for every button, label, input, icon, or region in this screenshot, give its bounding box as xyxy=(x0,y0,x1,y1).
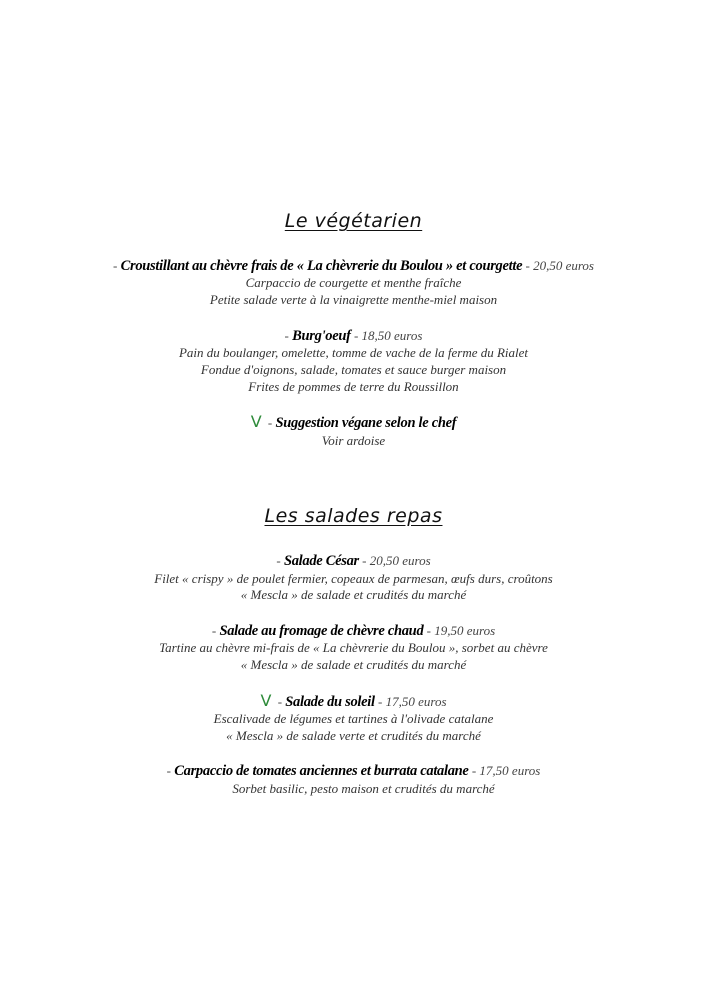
dish-description: Filet « crispy » de poulet fermier, copeaux de parmesan, œufs durs, croûtons xyxy=(154,571,553,586)
dish-price: 20,50 euros xyxy=(369,553,431,568)
dish-name: Salade César xyxy=(283,553,359,569)
separator: - xyxy=(468,763,480,778)
menu-item-burgoeuf xyxy=(0,327,707,345)
menu-item-carpaccio-tomates xyxy=(0,762,707,780)
dish-description: « Mescla » de salade et crudités du marché xyxy=(240,587,467,602)
menu-item-croustillant xyxy=(0,257,707,275)
dish-description: Carpaccio de courgette et menthe fraîche xyxy=(245,275,462,290)
dash: - xyxy=(276,553,284,568)
dish-description: Escalivade de légumes et tartines à l'olivade catalane xyxy=(213,711,494,726)
dish-description: Sorbet basilic, pesto maison et crudités du marché xyxy=(232,781,495,796)
section-title-salades: Les salades repas xyxy=(264,505,443,527)
vegan-icon: V xyxy=(250,412,262,431)
dish-name: Burg'oeuf xyxy=(292,328,351,344)
menu-item-salade-soleil xyxy=(0,692,707,711)
dash: - xyxy=(274,694,286,709)
menu-item-salade-chevre xyxy=(0,622,707,640)
dish-price: 20,50 euros xyxy=(533,258,594,273)
dash: - xyxy=(166,763,175,778)
dish-description: Petite salade verte à la vinaigrette menthe-miel maison xyxy=(209,292,498,307)
dish-name: Salade au fromage de chèvre chaud xyxy=(219,623,424,639)
vegan-icon: V xyxy=(260,691,272,710)
dish-name: Suggestion végane selon le chef xyxy=(275,415,457,431)
separator: - xyxy=(374,694,386,709)
menu-item-salade-cesar xyxy=(0,552,707,570)
dish-description: Tartine au chèvre mi-frais de « La chèvrerie du Boulou », sorbet au chèvre xyxy=(159,640,548,655)
dish-description: Frites de pommes de terre du Roussillon xyxy=(248,379,459,394)
dash: - xyxy=(113,258,121,273)
dish-name: Carpaccio de tomates anciennes et burrata catalane xyxy=(174,763,469,779)
dish-price: 18,50 euros xyxy=(361,328,423,343)
dish-name: Croustillant au chèvre frais de « La chèvrerie du Boulou » et courgette xyxy=(120,258,523,274)
dish-price: 17,50 euros xyxy=(479,763,541,778)
separator: - xyxy=(350,328,362,343)
separator: - xyxy=(358,553,370,568)
dash: - xyxy=(284,328,293,343)
separator: - xyxy=(522,258,534,273)
section-title-vegetarien: Le végétarien xyxy=(284,210,423,232)
dish-description: Fondue d'oignons, salade, tomates et sauce burger maison xyxy=(200,362,507,377)
menu-item-suggestion-vegane xyxy=(0,413,707,432)
dish-name: Salade du soleil xyxy=(285,694,375,710)
dish-description: Voir ardoise xyxy=(321,433,386,448)
dash: - xyxy=(211,623,220,638)
dish-description: « Mescla » de salade et crudités du marché xyxy=(240,657,467,672)
dish-price: 17,50 euros xyxy=(385,694,447,709)
dish-description: Pain du boulanger, omelette, tomme de vache de la ferme du Rialet xyxy=(178,345,529,360)
dish-description: « Mescla » de salade verte et crudités du marché xyxy=(226,728,481,743)
dish-price: 19,50 euros xyxy=(434,623,496,638)
separator: - xyxy=(423,623,435,638)
dash: - xyxy=(264,415,276,430)
